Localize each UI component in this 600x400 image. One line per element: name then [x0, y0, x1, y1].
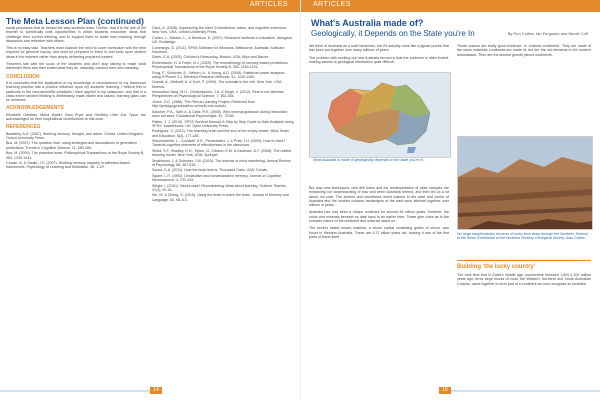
reference-entry: Sousa, D.A. (2011). How the brain learns. Thousand Oaks, USA: Corwin.: [152, 168, 269, 173]
left-header-bar: [0, 0, 300, 12]
rock-photo: [457, 136, 593, 230]
left-column-2: [152, 26, 294, 203]
reference-entry: Bus, M. (2009). The proactive brain. Philosophical Transactions of the Royal Society B, 364, 1235-1243.: [6, 151, 145, 160]
figure-1-caption: What Australia is made of geologically depends on the state you're in.: [313, 158, 424, 162]
section-heading: Building 'the lucky country': [457, 264, 536, 270]
left-footer: [0, 387, 300, 394]
right-header-bar: [301, 0, 600, 12]
reference-entry: Baddeley, A.D. (2007). Working memory, thought, and action. Oxford, United Kingdom: Oxford University Press.: [6, 131, 144, 140]
section-text: The next time that in Earth's middle age, somewhere between 1,800-1,300 million years ago, three large blocks of crust, the Western, Northern and South Australian Cratons, came together to form part of a continent we now recognise as Australia.: [457, 273, 591, 286]
header-tag: ARTICLES: [249, 1, 288, 8]
footer-rule: [451, 390, 600, 392]
paragraph: We think of Australia as a solid landmass, but it's actually more like a jigsaw puzzle that has been put together over many millions of years.: [309, 44, 449, 53]
section-column: [457, 264, 591, 289]
conclusion-heading: CONCLUSION: [6, 73, 40, 80]
reference-entry: Cowan, N. & Saults, J.S. (2007). Working memory capacity in attention-based frameworks. Psychology of Learning and Motivation, 48, 1-29.: [6, 160, 130, 170]
left-column-1: [6, 26, 146, 171]
rock-image-icon: [458, 137, 592, 229]
reference-entry: Eichenbaum, H. & Fortin, N.J. (2009). The neurobiology of memory based predictions. Philosophical Transactions of the Royal Society B, 364, 1183-1191.: [152, 60, 289, 70]
paragraph: social processes that lie behind the way students learn. Further, that it is the role of the teacher to specifically craft opportunities in which students encounter ideas that challenge their current thinking, and to support them to make new meaning through discussion and reflection with others.: [6, 26, 146, 43]
reference-entry: Davis, G.A. (2003). Children's Reasoning. Boston, USA: Allyn and Bacon.: [152, 55, 269, 60]
figure-2-caption: Six large early/evolution terraces of rocks from deep through the Northern Territory in the Snow Continental of the Northern Territory Geological Survey, Alan Collins.: [457, 232, 589, 241]
references-list: [152, 26, 294, 202]
reference-entry: Jones, G.D. (1986). The Plexus Learning Project. Retrieved from http://pedagogy.education.unimelb.edu.au/edu.: [152, 99, 256, 109]
reference-entry: Wright, I. (2010). Tabula rasa? Reconsidering ideas about learning. Science Teacher, 47(4), 40-44.: [152, 183, 287, 192]
article-title: What's Australia made of?: [311, 18, 424, 28]
intro-column: [309, 44, 449, 67]
article-subtitle: Geologically, it Depends on the State you're In: [311, 29, 475, 38]
reference-entry: Cohen, L., Manion, L., & Morrison, K. (2007). Research methods in education. Abingdon, UK: Routledge.: [152, 35, 294, 45]
reference-entry: Rodriguez, V. (2012). The teaching brain and the end of the empty vessel. Mind, Brain and Education, 6(4), 177-185.: [152, 129, 289, 138]
reference-entry: Clark, A. (2008). Supersizing the mind: Embodiment, action, and cognitive extension. New York, USA: Oxford University Press.: [152, 26, 287, 35]
right-footer: [301, 387, 600, 394]
reference-entry: Squire, L.R. (1992). Declarative and nondeclarative memory. Journal of Cognitive Neuroscience, 4, 232-243.: [152, 173, 282, 183]
footer-rule: [0, 390, 150, 392]
australia-map-icon: [310, 73, 450, 157]
references-list: [6, 132, 146, 170]
reference-entry: Immordino-Yang, M.H., Christodoulou, J.A. & Singh, V. (2012). Rest is not idleness. Perspectives on Psychological Science, 7, 352-364.: [152, 90, 285, 99]
right-page: [300, 0, 600, 400]
paragraph: But now new techniques, new drill holes and the reinterpretation of older samples are enhancing our understanding of how and when Australia formed, and then tell us a lot about our past. The ancient and sometimes weird cratons in the west and centre of Australia and the sunken volcanic landscapes of the east were stitched together over billions of years.: [309, 186, 449, 208]
section-title: The Meta Lesson Plan (continued): [6, 16, 144, 26]
paragraph: These cratons are really good evidence, or 'cratonic continents'. They are made of the same materials continents are made of, but are the old elements in the modern landmasses. Then are the ancient growth pieces continents.: [457, 44, 591, 57]
body-column: [309, 186, 449, 242]
paragraph: This is no easy task. Teachers must balance the need to cover curriculum with the time required for genuine inquiry, and must be prepared to listen to and build upon student ideas in the moment rather than simply delivering prepared content.: [6, 46, 146, 59]
byline: By Ron Collins, Ian Ferguson and Nicole Cuff: [507, 31, 588, 36]
reference-entry: Fung, F., Schlicher, E., Seburn, A., & Young, A.D. (2008). Statistical power analyses using G*Power 3.1. Behavior Research Methods, 41, 1149-1160.: [152, 70, 285, 79]
page-number: 14: [150, 387, 162, 394]
references-heading: REFERENCES: [6, 124, 41, 131]
intro-column-right: [457, 44, 591, 60]
australia-geology-map: [309, 72, 451, 158]
conclusion-text: It is concluded that the application of my knowledge of neuroscience to my classroom teaching practice has a positive influence upon my students' learning. I believe this is particular to the neuroscientific principles I have applied in my classroom, and that in a class where student thinking is deliberately made visible and valued, learning gains can be achieved.: [6, 80, 146, 103]
reference-entry: Bus, M. (2007). The question lean: using strategies and associations in generation predictions. Trends in Cognitive Science, 11, 280-289.: [6, 141, 137, 150]
reference-entry: Smallwood, J. & Schooler, J.W. (2015). The science of mind wandering. Annual Review of Psychology, 66, 487-518.: [152, 158, 291, 167]
paragraph: 'Teachers talk with the souls of the students and don't stop talking to make what interested them and then ended what they do, naturally, conduct their own meaning.': [6, 62, 146, 71]
reference-entry: Kaucher, P.A., Salfi, A. & Clark, R.E. (2006). Why minimal guidance during instruction does not work. Educational Psychologist, 41, 75-86.: [152, 109, 288, 119]
paragraph: The problem with working out how Australia formed is that the evidence is often buried, making access to geological information quite difficult.: [309, 55, 449, 64]
acknowledgements-text: Elizabeth Gardiner, Maria Walter, Sara Pryor and Geoffrey Little Zoe Tyson are acknowledged for their inspirational contributions to this work.: [6, 112, 146, 122]
paragraph: Australia has only been a unique continent for around 45 million years. However, the rocks and minerals beneath us date back to an earlier time. These give clues as to the complex nature of the continent and what we stand on.: [309, 210, 449, 224]
page-number: 15: [439, 387, 451, 394]
reference-entry: Wu, M. & Cheng, S. (2015). Using the brain to teach the brain. Journal of Memory and Language, 84, 98-113.: [152, 193, 289, 202]
reference-entry: Sheid, S.F., Bradley, D.H., Tipton, G., Gibson, K.M. & Kaufman, D.F. (2008). The unified learning model. New York, USA: Springer.: [152, 148, 292, 158]
header-tag: ARTICLES: [313, 1, 352, 8]
reference-entry: Cummings, G. (2011). SPSS Software for Windows. Melbourne, Australia: Software Solutions.: [152, 45, 285, 54]
reference-entry: Gopnik, A., Meltzoff, A. & Kuhl, P. (1999). The scientist in the crib. New York, USA: Morrow.: [152, 80, 283, 89]
section-rule: [457, 260, 591, 261]
reference-entry: Schuhmacher, L., Goodwill, S.E., Pennebaker, J. & Pratt, J.H. (2009). How to mind? Towards cognitive elements of effectiveness in the classroom.: [152, 139, 286, 148]
acknowledgements-heading: ACKNOWLEDGEMENTS: [6, 105, 64, 112]
reference-entry: Patten, J. J. (2010). SPSS Survival Manual: A Step by Step Guide to Data Analysis Using SPSS. Maidenhead, UK: Open University Press.: [152, 119, 294, 128]
paragraph: The world's oldest known material, a zircon crystal containing grains of zircon, was found in Western Australia. These are 4.37 billion years old, making it one of the first parts of Earth itself.: [309, 226, 449, 239]
